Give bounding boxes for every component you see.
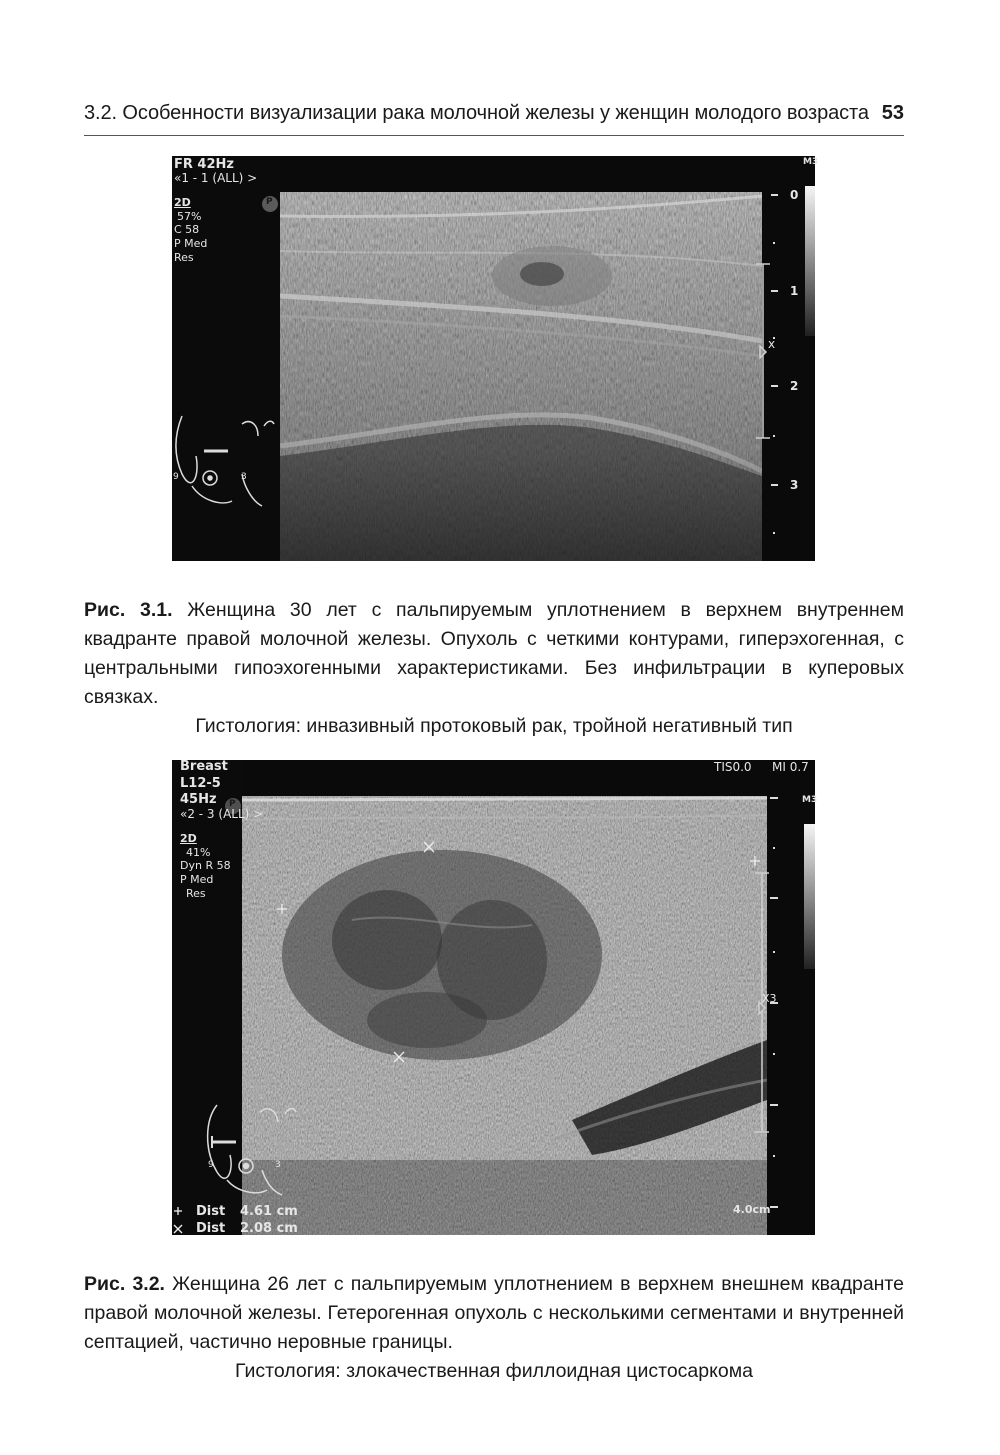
dist1-label: Dist bbox=[196, 1204, 226, 1219]
header-title: 3.2. Особенности визуализации рака молочной железы у женщин молодого возраста bbox=[84, 102, 869, 124]
figure-3-2-ultrasound bbox=[172, 759, 818, 1236]
focus-marker-label: X3 bbox=[762, 992, 777, 1005]
tis-label: TIS0.0 bbox=[714, 760, 752, 774]
gain-label: 41% bbox=[186, 846, 211, 859]
p-marker-label: P bbox=[266, 197, 273, 207]
ultrasound-image-2 bbox=[172, 760, 818, 1235]
caption-histology: Гистология: инвазивный протоковый рак, тройной негативный тип bbox=[195, 715, 793, 737]
caption-text: Женщина 30 лет с пальпируемым уплотнением в верхнем внутреннем квадранте правой молочной железы. Опухоль с четкими контурами, гиперэхогенная, с центральными гипоэхогенными характеристиками. Без инфильтрации в куперовых связках. bbox=[84, 599, 904, 708]
ultrasound-image-1 bbox=[172, 156, 815, 561]
frame-rate-label: FR 42Hz bbox=[174, 157, 234, 172]
figure-3-1-ultrasound bbox=[172, 156, 819, 561]
caption-histology: Гистология: злокачественная филлоидная цистосаркома bbox=[235, 1360, 753, 1382]
preset-label: «1 - 1 (ALL) > bbox=[174, 171, 258, 185]
focus-marker-label: x bbox=[768, 337, 776, 351]
frame-rate-label: 45Hz bbox=[180, 792, 217, 807]
depth-1-label: 1 bbox=[790, 284, 799, 298]
res-label: Res bbox=[186, 887, 206, 900]
header-rule bbox=[84, 135, 904, 136]
p-marker-label: P bbox=[229, 799, 236, 809]
m-index-label: M3 bbox=[802, 795, 818, 805]
m-index-label: M3 bbox=[803, 157, 819, 167]
caption-label: Рис. 3.2. bbox=[84, 1273, 165, 1295]
dist2-label: Dist bbox=[196, 1221, 226, 1236]
depth-label: 4.0cm bbox=[733, 1203, 771, 1216]
mode-label: 2D bbox=[180, 832, 197, 845]
depth-0-label: 0 bbox=[790, 188, 799, 202]
running-header bbox=[84, 100, 904, 132]
caption-text: Женщина 26 лет с пальпируемым уплотнением в верхнем внешнем квадранте правой молочной железы. Гетерогенная опухоль с несколькими сегментами и внутренней септацией, частично неровные границы. bbox=[84, 1273, 904, 1353]
preset-label: «2 - 3 (ALL) > bbox=[180, 807, 264, 821]
clock-3-label: 3 bbox=[275, 1160, 281, 1170]
power-label: P Med bbox=[180, 873, 214, 886]
power-label: P Med bbox=[174, 237, 208, 250]
clock-9-label: 9 bbox=[208, 1160, 214, 1170]
gain-label: 57% bbox=[177, 210, 202, 223]
figure-3-2-caption bbox=[84, 1270, 904, 1386]
dist2-value: 2.08 cm bbox=[240, 1221, 298, 1236]
clock-9-label: 9 bbox=[173, 472, 179, 482]
clock-3-label: 3 bbox=[241, 472, 247, 482]
depth-3-label: 3 bbox=[790, 478, 799, 492]
probe-label: L12-5 bbox=[180, 776, 221, 791]
res-label: Res bbox=[174, 251, 194, 264]
dynamic-range-label: Dyn R 58 bbox=[180, 859, 231, 872]
compression-label: C 58 bbox=[174, 223, 200, 236]
page-number: 53 bbox=[881, 102, 904, 124]
depth-2-label: 2 bbox=[790, 379, 799, 393]
dist1-value: 4.61 cm bbox=[240, 1204, 298, 1219]
mi-label: MI 0.7 bbox=[772, 760, 809, 774]
figure-3-1-caption bbox=[84, 596, 904, 741]
caption-label: Рис. 3.1. bbox=[84, 599, 173, 621]
mode-label: 2D bbox=[174, 196, 191, 209]
app-label: Breast bbox=[180, 759, 228, 774]
